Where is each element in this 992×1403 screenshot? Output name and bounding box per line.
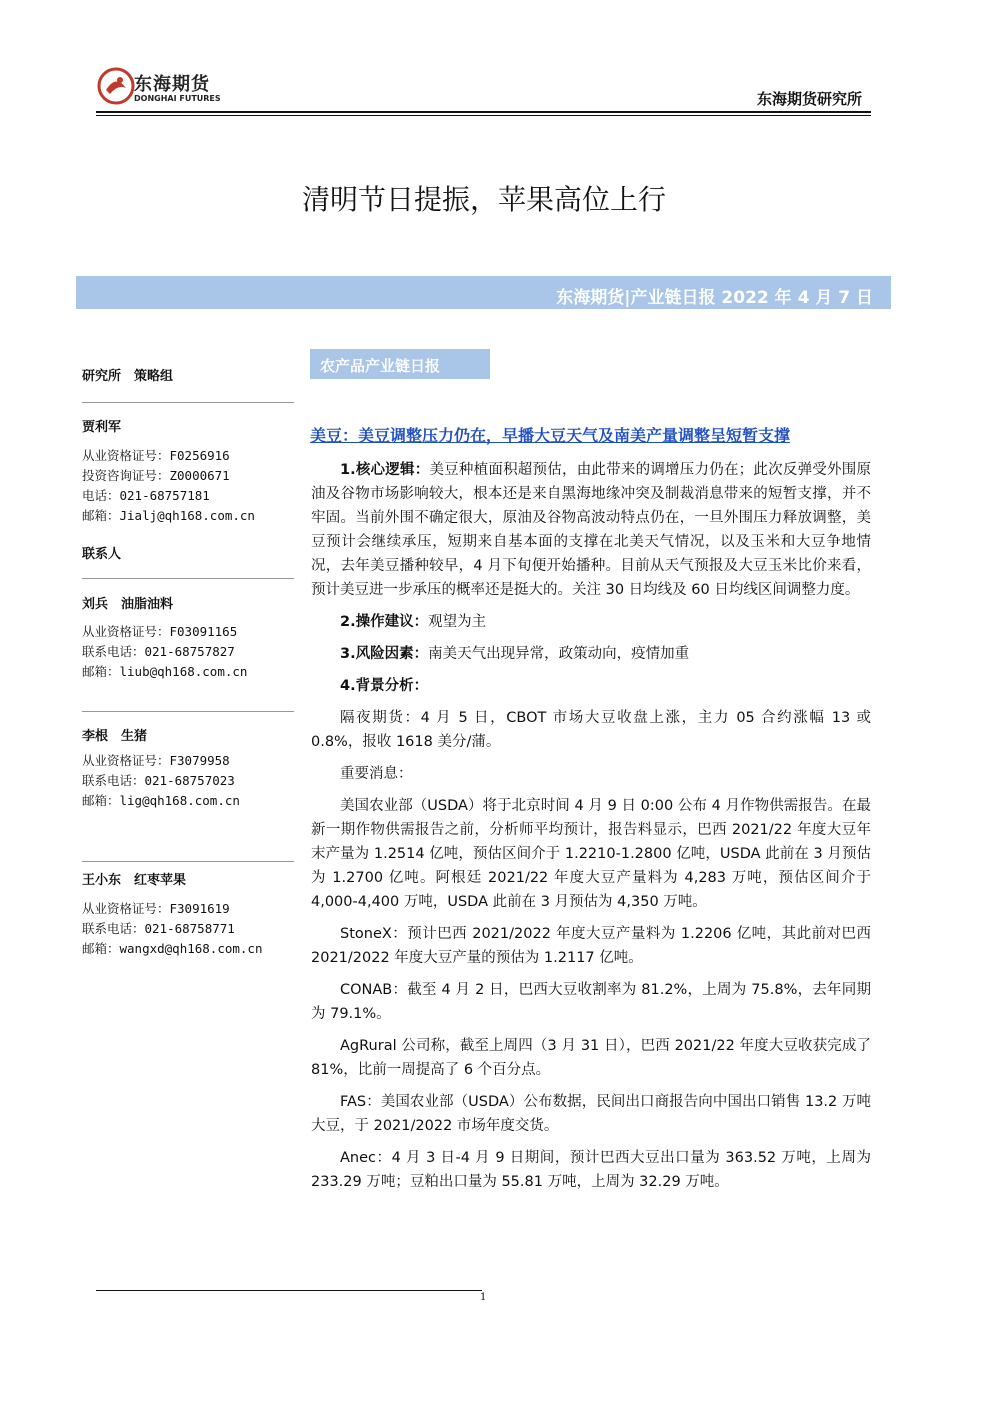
contact-name: 刘兵 油脂油料 (82, 597, 174, 612)
sidebar-divider (82, 861, 294, 862)
paragraph-label: 1.核心逻辑： (340, 462, 430, 478)
contact-detail: 从业资格证号：F3079958 (82, 753, 230, 768)
paragraph-risk (311, 642, 871, 666)
sidebar-divider (82, 711, 294, 712)
paragraph-label: 2.操作建议： (340, 614, 429, 630)
institute-name: 东海期货研究所 (756, 90, 862, 108)
logo-text-en: DONGHAI FUTURES (134, 94, 221, 103)
report-band (76, 276, 891, 309)
paragraph-news-label: 重要消息： (340, 766, 413, 782)
paragraph-background (311, 674, 871, 698)
contact-name: 李根 生猪 (82, 729, 148, 744)
contact-email: 邮箱：wangxd@qh168.com.cn (82, 941, 263, 956)
footer-rule (96, 1290, 482, 1291)
article-subtitle: 美豆：美豆调整压力仍在，早播大豆天气及南美产量调整呈短暂支撑 (310, 426, 791, 445)
paragraph-advice (311, 610, 871, 634)
paragraph-text: 南美天气出现异常，政策动向，疫情加重 (428, 646, 690, 662)
contact-detail: 联系电话：021-68758771 (82, 921, 235, 936)
paragraph-anec: Anec：4 月 3 日-4 月 9 日期间，预计巴西大豆出口量为 363.52 万吨，上周为 233.29 万吨；豆粕出口量为 55.81 万吨，上周为 32.29 万吨。 (311, 1150, 871, 1190)
paragraph-core-logic (311, 458, 871, 602)
section-tag (310, 349, 490, 379)
paragraph-label: 3.风险因素： (340, 646, 429, 662)
analyst-detail: 投资咨询证号：Z0000671 (82, 468, 230, 483)
paragraph-agrural: AgRural 公司称，截至上周四（3 月 31 日），巴西 2021/22 年度大豆收获完成了 81%，比前一周提高了 6 个百分点。 (311, 1038, 871, 1078)
contact-detail: 联系电话：021-68757827 (82, 644, 235, 659)
analyst-detail: 从业资格证号：F0256916 (82, 448, 230, 463)
header-rule-thin (96, 115, 871, 116)
paragraph-fas: FAS：美国农业部（USDA）公布数据，民间出口商报告向中国出口销售 13.2 万吨大豆，于 2021/2022 市场年度交货。 (311, 1094, 871, 1134)
analyst-name: 贾利军 (82, 420, 122, 435)
page-number: 1 (480, 1292, 487, 1303)
sidebar-divider (82, 578, 294, 579)
logo-text-cn: 东海期货 (134, 74, 210, 95)
paragraph-text: 美豆种植面积超预估，由此带来的调增压力仍在；此次反弹受外围原油及谷物市场影响较大，根本还是来自黑海地缘冲突及制裁消息带来的短暂支撑，并不牢固。当前外围不确定很大，原油及谷物高波动特点仍在，一旦外围压力释放调整，美豆预计会继续承压，短期来自基本面的支撑在北美天气情况，以及玉米和大豆争地情况，去年美豆播种较早，4 月下旬便开始播种。目前从天气预报及大豆玉米比价来看，预计美豆进一步承压的概率还是挺大的。关注 30 日均线及 60 日均线区间调整力度。 (311, 462, 871, 598)
donghai-logo-icon (96, 66, 136, 106)
company-logo (96, 66, 236, 110)
contact-detail: 联系电话：021-68757023 (82, 773, 235, 788)
article-body (311, 458, 871, 1202)
paragraph-conab: CONAB：截至 4 月 2 日，巴西大豆收割率为 81.2%，上周为 75.8%，去年同期为 79.1%。 (311, 982, 871, 1022)
report-title: 清明节日提振，苹果高位上行 (301, 183, 666, 216)
contact-email: 邮箱：lig@qh168.com.cn (82, 793, 240, 808)
section-tag-text: 农产品产业链日报 (320, 357, 441, 375)
sidebar-group: 研究所 策略组 (82, 369, 174, 384)
analyst-email: 邮箱：Jialj@qh168.com.cn (82, 508, 255, 523)
paragraph-overnight: 隔夜期货：4 月 5 日，CBOT 市场大豆收盘上涨，主力 05 合约涨幅 13 或 0.8%，报收 1618 美分/蒲。 (311, 710, 871, 750)
contacts-label: 联系人 (82, 547, 122, 562)
analyst-detail: 电话：021-68757181 (82, 488, 210, 503)
contact-detail: 从业资格证号：F03091165 (82, 624, 238, 639)
contact-detail: 从业资格证号：F3091619 (82, 901, 230, 916)
paragraph-label: 4.背景分析： (340, 678, 429, 694)
paragraph-usda: 美国农业部（USDA）将于北京时间 4 月 9 日 0:00 公布 4 月作物供需报告。在最新一期作物供需报告之前，分析师平均预计，报告料显示，巴西 2021/22 年度大豆年末产量为 1.2514 亿吨，预估区间介于 1.2210-1.2800 亿吨，USDA 此前在 3 月预估为 1.2700 亿吨。阿根廷 2021/22 年度大豆产量料为 4,283 万吨，预估区间介于 4,000-4,400 万吨，USDA 此前在 3 月预估为 4,350 万吨。 (311, 798, 871, 910)
header-rule (96, 111, 871, 113)
paragraph-text: 观望为主 (428, 614, 487, 630)
contact-name: 王小东 红枣苹果 (82, 873, 187, 888)
contact-email: 邮箱：liub@qh168.com.cn (82, 664, 248, 679)
sidebar-divider (82, 402, 294, 403)
paragraph-stonex: StoneX：预计巴西 2021/2022 年度大豆产量料为 1.2206 亿吨，其此前对巴西 2021/2022 年度大豆产量的预估为 1.2117 亿吨。 (311, 926, 871, 966)
report-band-text: 东海期货|产业链日报 2022 年 4 月 7 日 (556, 288, 873, 308)
